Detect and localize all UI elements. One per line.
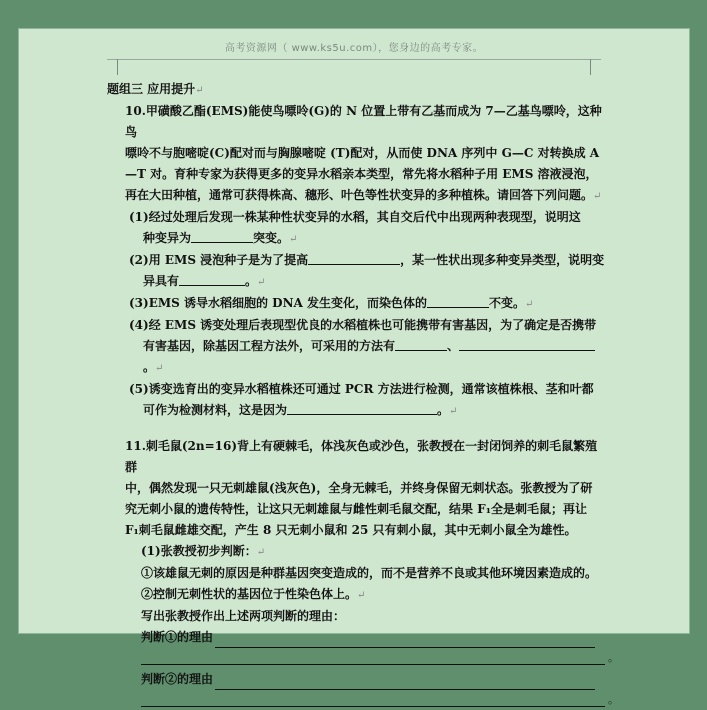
q10-p2-text-c: 异具有 <box>143 274 180 288</box>
q11-part-1 <box>107 541 607 627</box>
q11-intro-line-3: 究无刺小鼠的遗传特性，让这只无刺雄鼠与雌性刺毛鼠交配，结果 F₁全是刺毛鼠；再让 <box>125 502 587 516</box>
q11-intro-line-1: 11.刺毛鼠(2n=16)背上有硬棘毛，体浅灰色或沙色，张教授在一封闭饲养的刺毛鼠繁殖群 <box>125 439 598 474</box>
q11-judgment-2: ②控制无刺性状的基因位于性染色体上。 <box>141 587 358 601</box>
q10-part-5 <box>107 379 607 422</box>
paragraph-mark: ↵ <box>525 299 534 310</box>
q10-part-3 <box>107 293 607 315</box>
answer-blank[interactable] <box>179 273 245 286</box>
q10-p4-text-d: 。 <box>143 360 156 374</box>
page-header: 高考资源网（ www.ks5u.com），您身边的高考专家。 <box>224 43 484 54</box>
paragraph-mark: ↵ <box>195 85 204 96</box>
answer-blank[interactable] <box>191 230 253 243</box>
reason-1-end: 。 <box>608 651 619 664</box>
q10-p3-text-a: (3)EMS 诱导水稻细胞的 DNA 发生变化，而染色体的 <box>129 296 428 310</box>
q10-part-2 <box>107 250 607 293</box>
q10-p3-text-b: 不变。 <box>489 296 526 310</box>
q10-p4-text-c: 、 <box>447 339 460 353</box>
reason-1-blank[interactable] <box>215 633 595 648</box>
q11-judgment-2-line <box>141 584 607 606</box>
q11-intro-line-2: 中，偶然发现一只无刺雄鼠(浅灰色)，全身无棘毛，并终身保留无刺状态。张教授为了研 <box>125 481 593 495</box>
q11-p1-text: (1)张教授初步判断： <box>141 544 257 558</box>
reason-2-blank-continued[interactable] <box>141 690 619 707</box>
q10-intro-line-2: 嘌呤不与胞嘧啶(C)配对而与胸腺嘧啶 (T)配对，从而使 DNA 序列中 G—C 对转换成 A <box>125 146 600 160</box>
section-title-line <box>107 79 607 101</box>
margin-corner-right <box>590 59 601 75</box>
answer-blank[interactable] <box>459 338 595 351</box>
q10-p1-text-c: 突变。 <box>253 231 290 245</box>
q10-intro-line-1: 10.甲磺酸乙酯(EMS)能使鸟嘌呤(G)的 N 位置上带有乙基而成为 7—乙基鸟嘌呤，这种鸟 <box>125 104 602 139</box>
q10-p2-text-a: (2)用 EMS 浸泡种子是为了提高 <box>129 253 309 267</box>
reason-2-row <box>107 669 607 690</box>
q11-intro <box>107 436 607 541</box>
document-body <box>107 79 619 707</box>
paragraph-mark: ↵ <box>155 363 164 374</box>
q10-intro-line-4 <box>125 185 607 207</box>
reason-2-label: 判断②的理由 <box>141 672 214 686</box>
reason-2-blank[interactable] <box>215 675 595 690</box>
q10-p4-text-a: (4)经 EMS 诱变处理后表现型优良的水稻植株也可能携带有害基因，为了确定是否携带 <box>129 318 597 332</box>
q10-p1-text-b: 种变异为 <box>143 231 192 245</box>
q10-p5-text-b: 可作为检测材料，这是因为 <box>143 403 288 417</box>
answer-blank[interactable] <box>427 295 489 308</box>
section-title: 题组三 应用提升 <box>107 82 196 96</box>
paragraph-mark: ↵ <box>449 406 458 417</box>
paragraph-mark: ↵ <box>257 277 266 288</box>
q10-intro-line-3: —T 对。育种专家为获得更多的变异水稻亲本类型，常先将水稻种子用 EMS 溶液浸泡， <box>125 167 598 181</box>
q11-judgment-1: ①该雄鼠无刺的原因是种群基因突变造成的，而不是营养不良或其他环境因素造成的。 <box>141 566 598 580</box>
q10-p4-text-b: 有害基因，除基因工程方法外，可采用的方法有 <box>143 339 396 353</box>
q10-p1-text-a: (1)经过处理后发现一株某种性状变异的水稻，其自交后代中出现两种表现型，说明这 <box>129 210 581 224</box>
q10-part-1 <box>107 207 607 250</box>
q11-intro-line-4: F₁刺毛鼠雌雄交配，产生 8 只无刺小鼠和 25 只有刺小鼠，其中无刺小鼠全为雄性。 <box>125 523 577 537</box>
document-page <box>18 28 690 706</box>
paragraph-mark: ↵ <box>256 547 266 558</box>
paragraph-mark: ↵ <box>289 234 298 245</box>
answer-blank[interactable] <box>308 252 400 265</box>
reason-1-blank-continued[interactable] <box>141 648 619 665</box>
answer-blank[interactable] <box>287 402 437 415</box>
q10-p5-text-a: (5)诱变选育出的变异水稻植株还可通过 PCR 方法进行检测，通常该植株根、茎和叶都 <box>129 382 594 396</box>
q10-p2-text-d: 。 <box>245 274 258 288</box>
q10-p5-text-c: 。 <box>437 403 450 417</box>
paragraph-mark: ↵ <box>593 191 602 202</box>
q10-p2-text-b: ，某一性状出现多种变异类型，说明变 <box>400 253 605 267</box>
reason-1-label: 判断①的理由 <box>141 630 214 644</box>
q10-intro <box>107 101 607 207</box>
q11-ask: 写出张教授作出上述两项判断的理由： <box>141 609 346 623</box>
header-divider <box>107 59 601 60</box>
paragraph-gap <box>107 422 607 436</box>
margin-corner-left <box>107 59 118 75</box>
reason-2-end: 。 <box>608 693 619 706</box>
paragraph-mark: ↵ <box>357 590 366 601</box>
q10-part-4 <box>107 315 607 379</box>
answer-blank[interactable] <box>395 338 447 351</box>
reason-1-row <box>107 627 607 648</box>
q10-intro-text-4: 再在大田种植，通常可获得株高、穗形、叶色等性状变异的多种植株。请回答下列问题。 <box>125 188 594 202</box>
q11-p1-line <box>141 541 607 563</box>
